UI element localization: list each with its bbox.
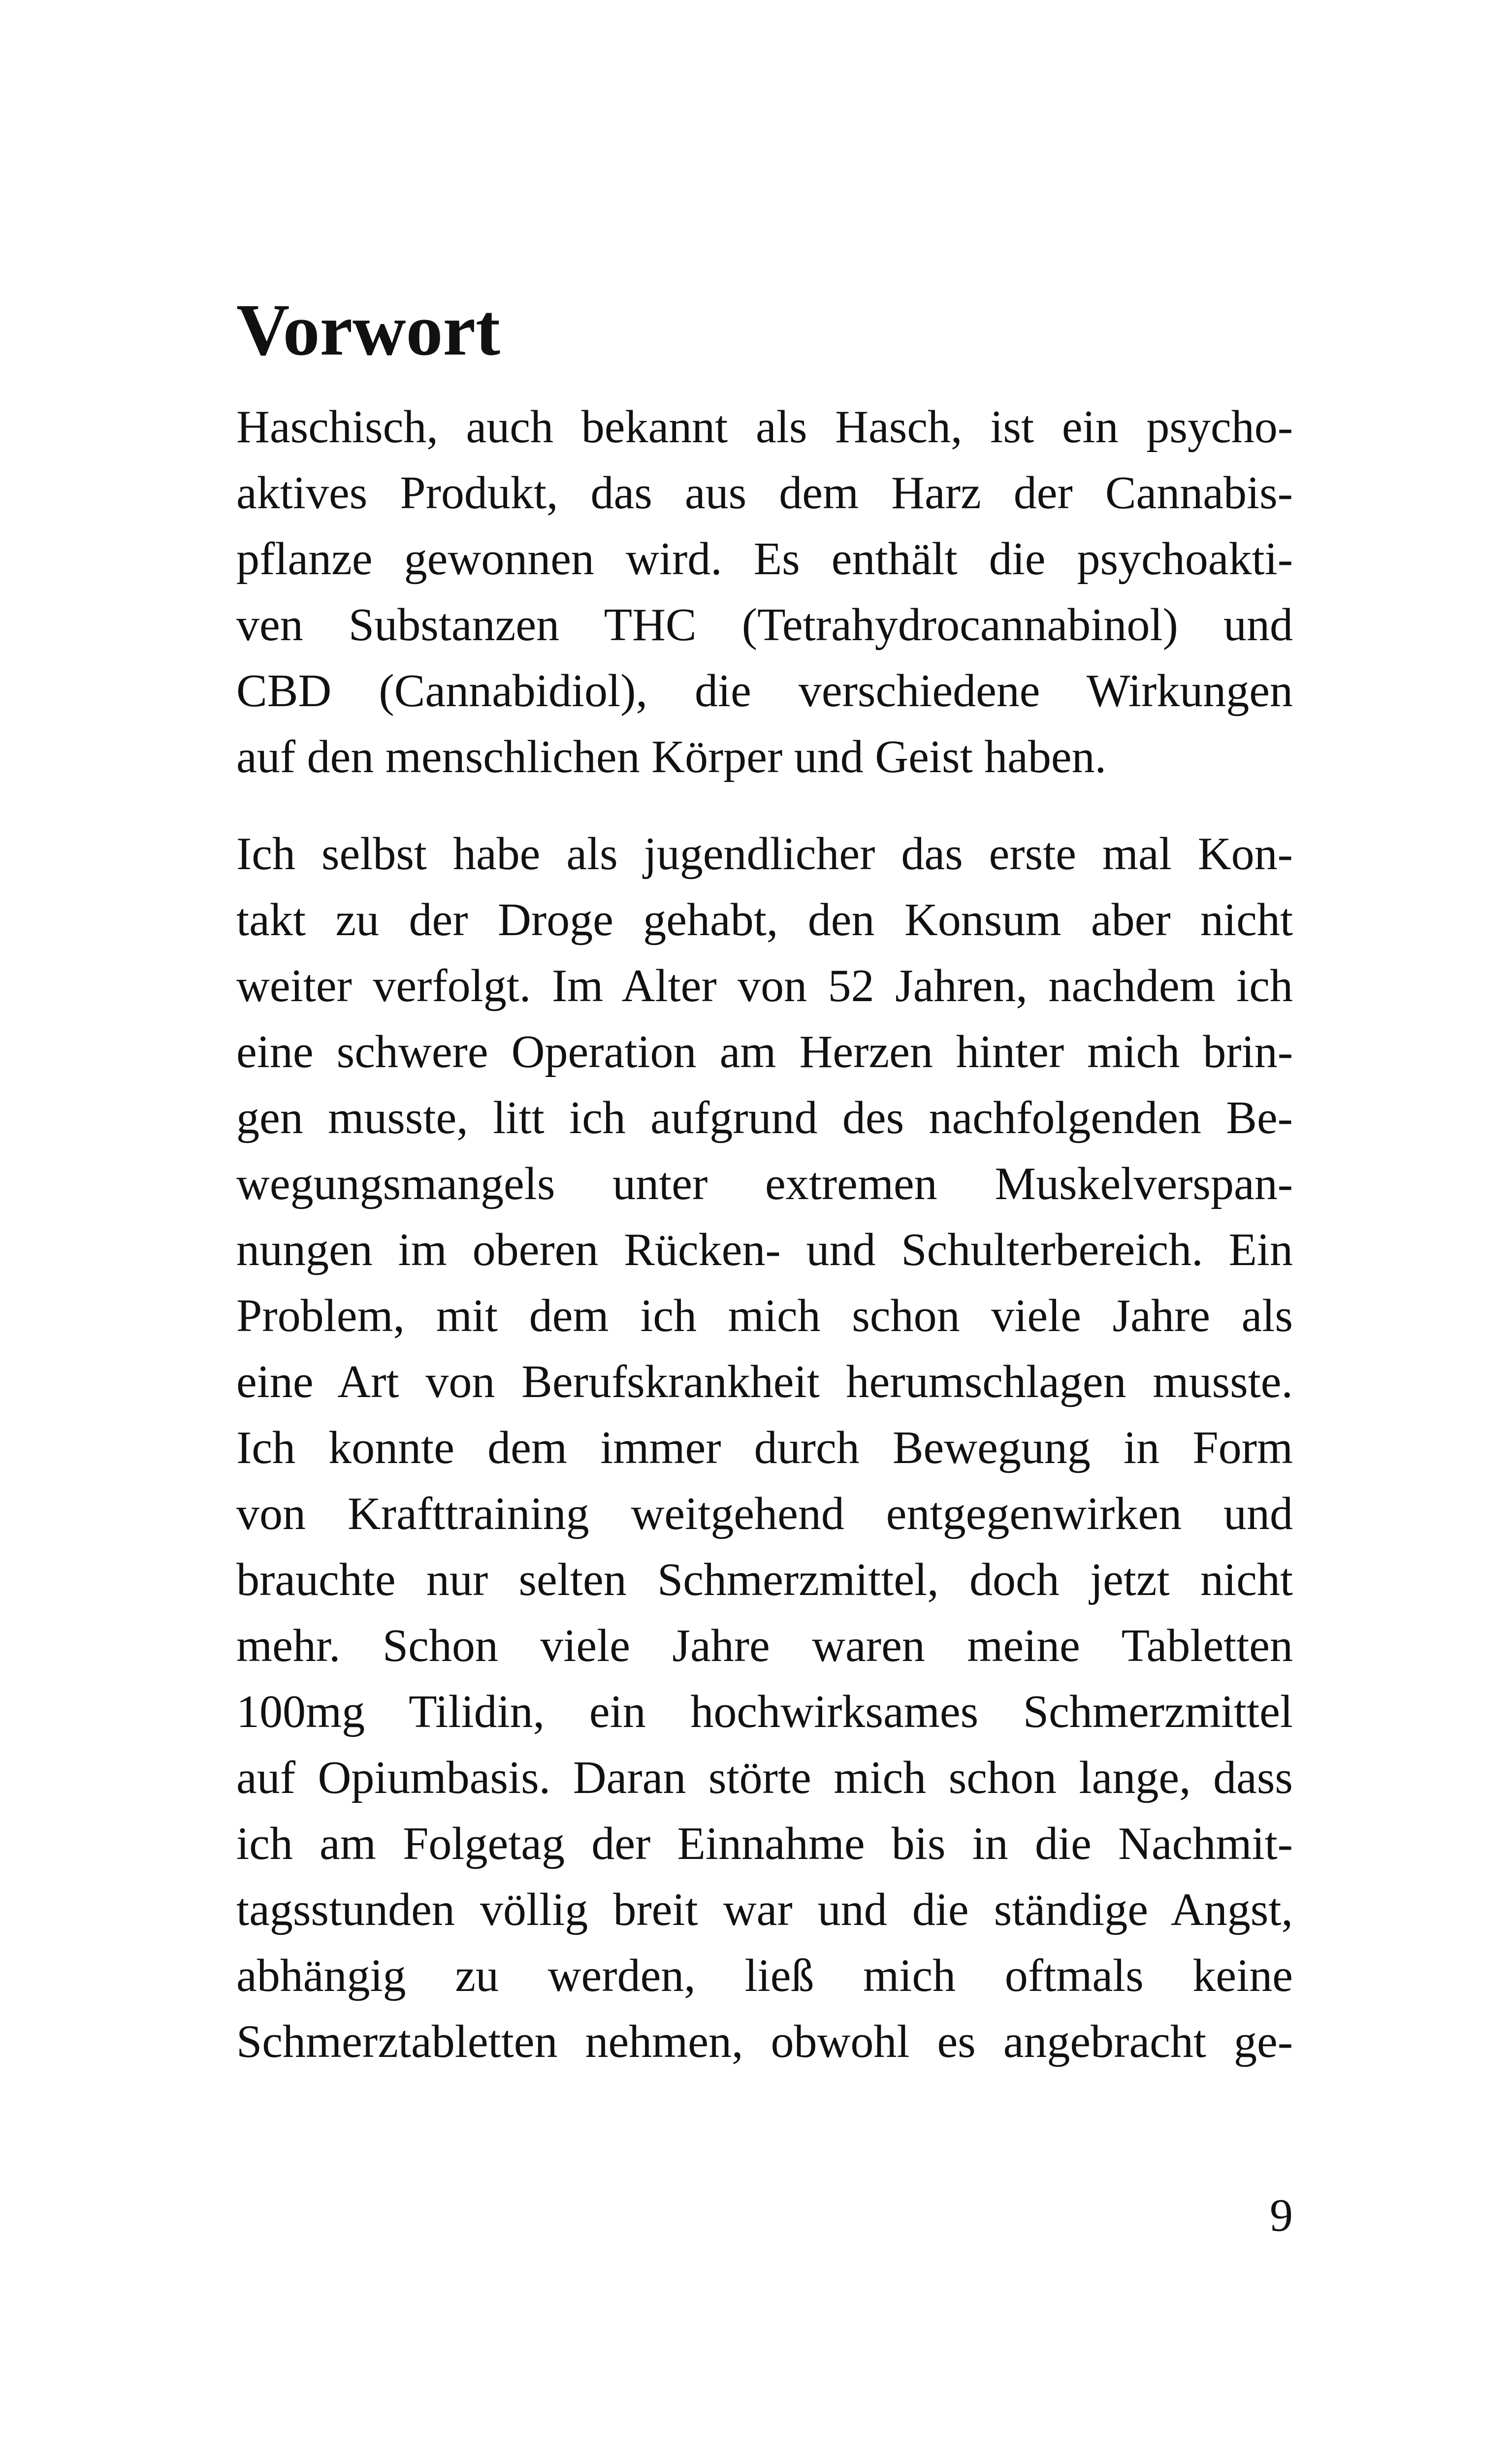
text-line: Schmerztabletten nehmen, obwohl es angebracht ge-	[236, 2016, 1293, 2067]
text-line: Problem, mit dem ich mich schon viele Jahre als	[236, 1290, 1293, 1341]
text-line: takt zu der Droge gehabt, den Konsum aber nicht	[236, 894, 1293, 945]
text-line: wegungsmangels unter extremen Muskelverspan-	[236, 1158, 1293, 1209]
text-line: auf Opiumbasis. Daran störte mich schon lange, dass	[236, 1752, 1293, 1803]
text-line: pflanze gewonnen wird. Es enthält die psychoakti-	[236, 533, 1293, 585]
chapter-heading: Vorwort	[236, 289, 500, 371]
text-line: mehr. Schon viele Jahre waren meine Tabletten	[236, 1620, 1293, 1671]
text-line: tagsstunden völlig breit war und die ständige Angst,	[236, 1884, 1293, 1935]
text-line: abhängig zu werden, ließ mich oftmals keine	[236, 1950, 1293, 2001]
text-line: nungen im oberen Rücken- und Schulterbereich. Ein	[236, 1224, 1293, 1275]
text-line: ven Substanzen THC (Tetrahydrocannabinol) und	[236, 599, 1293, 651]
text-line: brauchte nur selten Schmerzmittel, doch jetzt nicht	[236, 1554, 1293, 1605]
text-line: CBD (Cannabidiol), die verschiedene Wirkungen	[236, 665, 1293, 717]
page-number: 9	[1270, 2190, 1293, 2241]
text-line: von Krafttraining weitgehend entgegenwirken und	[236, 1488, 1293, 1539]
text-line: weiter verfolgt. Im Alter von 52 Jahren, nachdem ich	[236, 960, 1293, 1011]
text-line: ich am Folgetag der Einnahme bis in die Nachmit-	[236, 1818, 1293, 1869]
text-line: eine Art von Berufskrankheit herumschlagen musste.	[236, 1356, 1293, 1407]
text-line: Ich selbst habe als jugendlicher das erste mal Kon-	[236, 828, 1293, 879]
text-line: eine schwere Operation am Herzen hinter mich brin-	[236, 1026, 1293, 1077]
text-line: Ich konnte dem immer durch Bewegung in Form	[236, 1422, 1293, 1473]
text-line: Haschisch, auch bekannt als Hasch, ist ein psycho-	[236, 401, 1293, 453]
text-line: gen musste, litt ich aufgrund des nachfolgenden Be-	[236, 1092, 1293, 1143]
text-line: auf den menschlichen Körper und Geist haben.	[236, 731, 1107, 782]
text-line: aktives Produkt, das aus dem Harz der Cannabis-	[236, 467, 1293, 519]
text-line: 100mg Tilidin, ein hochwirksames Schmerzmittel	[236, 1686, 1293, 1737]
